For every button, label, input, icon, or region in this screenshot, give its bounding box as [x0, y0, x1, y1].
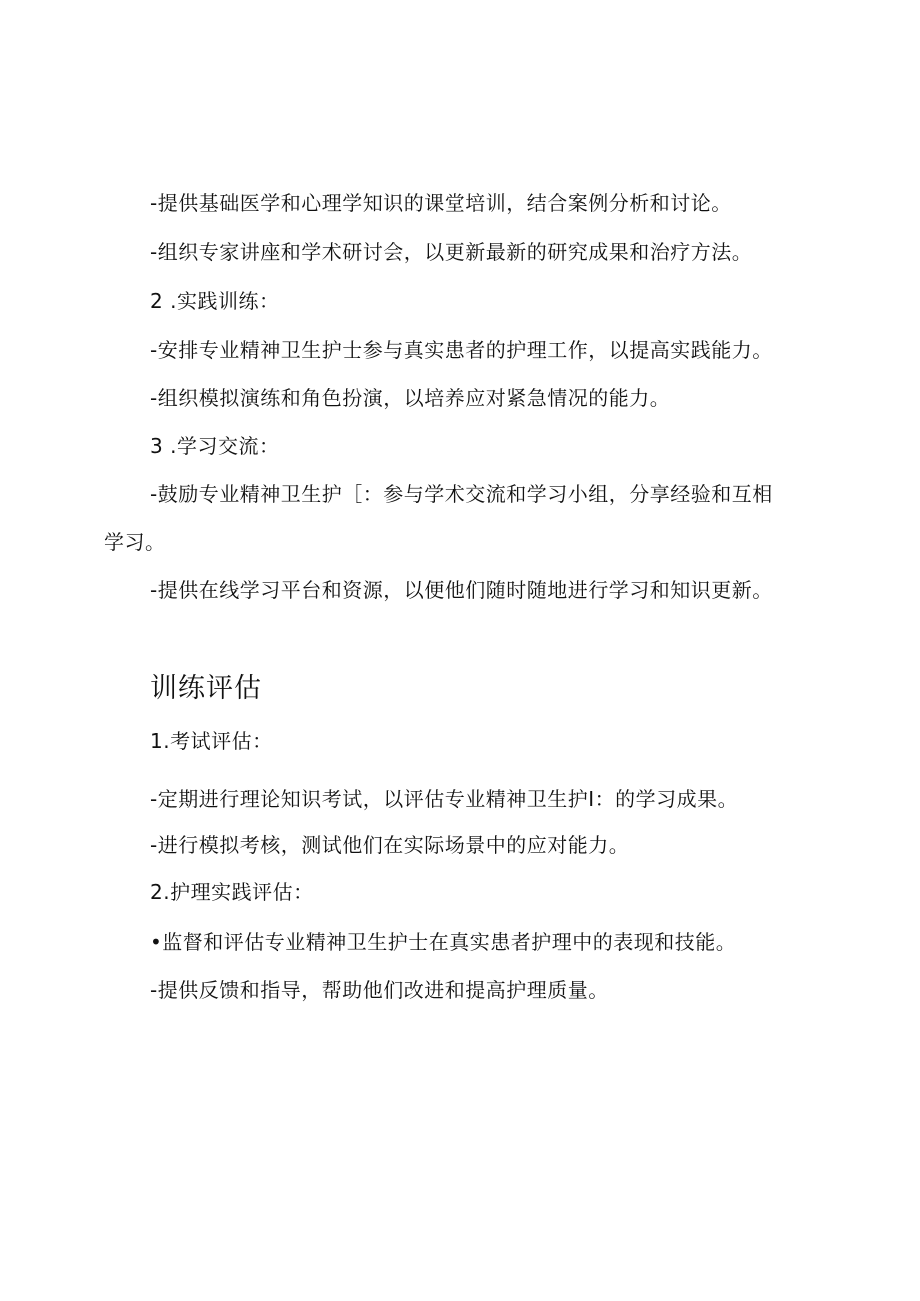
paragraph-classroom-training: -提供基础医学和心理学知识的课堂培训，结合案例分析和讨论。: [150, 191, 732, 215]
paragraph-academic-exchange-line-1: -鼓励专业精神卫生护［：参与学术交流和学习小组，分享经验和互相: [150, 482, 773, 506]
paragraph-expert-lectures: -组织专家讲座和学术研讨会，以更新最新的研究成果和治疗方法。: [150, 240, 753, 264]
subheading-exam-evaluation: 1.考试评估：: [150, 729, 273, 753]
section-title-training-evaluation: 训练评估: [150, 673, 262, 704]
paragraph-online-platform: -提供在线学习平台和资源，以便他们随时随地进行学习和知识更新。: [150, 578, 773, 602]
subheading-nursing-practice-evaluation: 2.护理实践评估：: [150, 880, 314, 904]
paragraph-feedback-guidance: -提供反馈和指导，帮助他们改进和提高护理质量。: [150, 978, 609, 1002]
paragraph-supervise-evaluate: •监督和评估专业精神卫生护士在真实患者护理中的表现和技能。: [150, 930, 737, 954]
paragraph-simulation-assessment: -进行模拟考核，测试他们在实际场景中的应对能力。: [150, 833, 630, 857]
paragraph-patient-care: -安排专业精神卫生护士参与真实患者的护理工作，以提高实践能力。: [150, 338, 773, 362]
paragraph-academic-exchange-line-2: 学习。: [104, 530, 166, 554]
paragraph-theory-exam: -定期进行理论知识考试，以评估专业精神卫生护I：的学习成果。: [150, 787, 739, 811]
subheading-learning-exchange: 3 .学习交流：: [150, 434, 280, 458]
paragraph-simulation-drills: -组织模拟演练和角色扮演，以培养应对紧急情况的能力。: [150, 386, 671, 410]
subheading-practice-training: 2 .实践训练：: [150, 289, 280, 313]
